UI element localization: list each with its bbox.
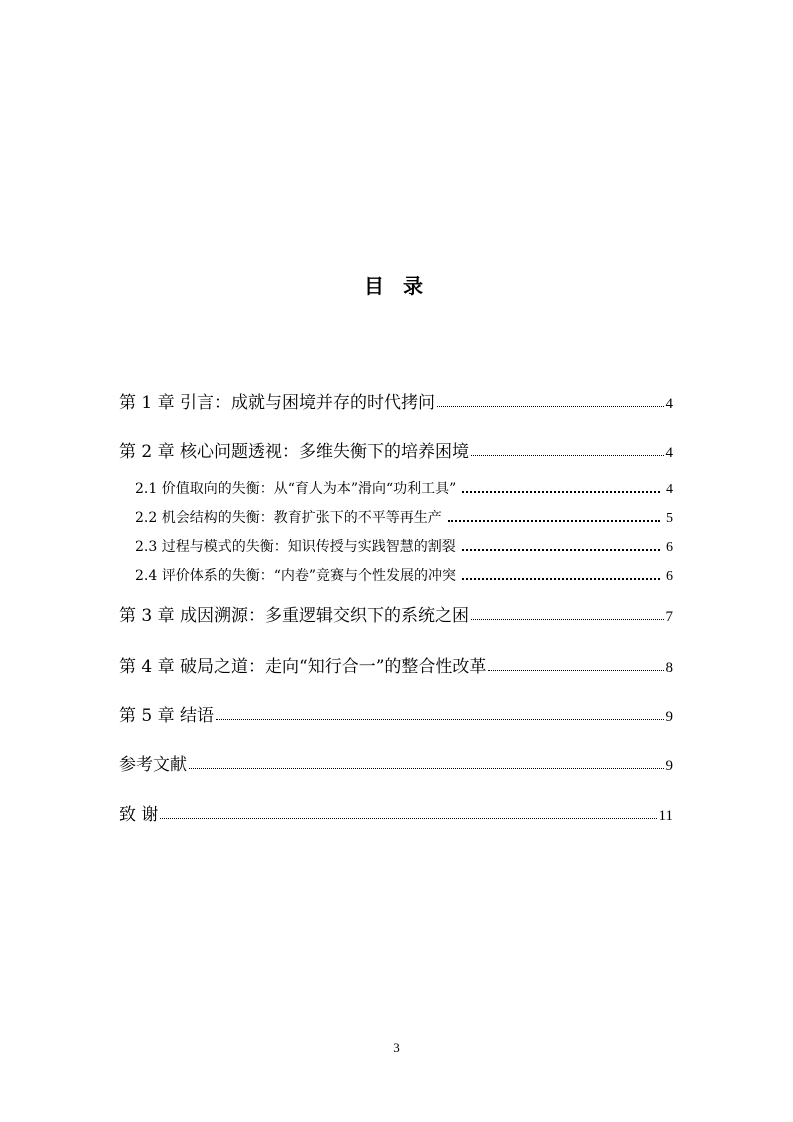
dot-leader	[216, 718, 663, 720]
toc-entry-page: 6	[666, 569, 673, 584]
toc-entry-label: 2.4 评价体系的失衡：“内卷”竞赛与个性发展的冲突	[135, 568, 457, 584]
toc-entry-label: 致 谢	[119, 805, 159, 825]
dot-leader	[488, 669, 663, 671]
toc-entry-page: 4	[665, 396, 673, 412]
toc-entry-label: 第 1 章 引言：成就与困境并存的时代拷问	[119, 393, 436, 413]
dot-leader	[471, 618, 663, 620]
toc-entry-label: 第 4 章 破局之道：走向“知行合一”的整合性改革	[119, 657, 487, 677]
toc-entry-label: 2.3 过程与模式的失衡：知识传授与实践智慧的割裂	[135, 539, 456, 555]
toc-entry-page: 8	[665, 660, 673, 676]
toc-entry-page: 7	[665, 609, 673, 625]
toc-entry-chapter-5[interactable]	[119, 701, 673, 725]
toc-entry-acknowledgements[interactable]	[119, 800, 673, 824]
dot-leader	[448, 519, 660, 522]
toc-entry-section-2-1[interactable]	[135, 478, 673, 498]
toc-entry-label: 参考文献	[119, 755, 187, 775]
toc-entry-section-2-2[interactable]	[135, 507, 673, 527]
toc-entry-chapter-4[interactable]	[119, 652, 673, 676]
toc-entry-references[interactable]	[119, 750, 673, 774]
toc-entry-chapter-1[interactable]	[119, 388, 673, 412]
toc-entry-section-2-4[interactable]	[135, 565, 673, 585]
toc-entry-label: 第 3 章 成因溯源：多重逻辑交织下的系统之困	[119, 606, 470, 626]
toc-entry-page: 9	[665, 709, 673, 725]
toc-entry-page: 4	[666, 482, 673, 497]
toc-entry-label: 第 5 章 结语	[119, 706, 215, 726]
toc-entry-label: 第 2 章 核心问题透视：多维失衡下的培养困境	[119, 442, 470, 462]
toc-entry-page: 11	[658, 808, 673, 824]
toc-entry-page: 4	[665, 445, 673, 461]
dot-leader	[160, 817, 656, 819]
toc-entry-chapter-3[interactable]	[119, 601, 673, 625]
toc-title: 目 录	[364, 274, 429, 298]
toc-entry-page: 9	[665, 758, 673, 774]
dot-leader	[462, 490, 660, 493]
toc-entry-page: 5	[666, 511, 673, 526]
dot-leader	[189, 767, 664, 769]
toc-entry-section-2-3[interactable]	[135, 536, 673, 556]
toc-entry-label: 2.1 价值取向的失衡：从“育人为本”滑向“功利工具”	[135, 481, 457, 497]
dot-leader	[462, 548, 660, 551]
dot-leader	[437, 405, 663, 407]
page-number: 3	[393, 1040, 400, 1055]
dot-leader	[462, 577, 660, 580]
toc-entry-label: 2.2 机会结构的失衡：教育扩张下的不平等再生产	[135, 510, 442, 526]
toc-entry-chapter-2[interactable]	[119, 437, 673, 461]
toc-entry-page: 6	[666, 540, 673, 555]
dot-leader	[471, 454, 663, 456]
